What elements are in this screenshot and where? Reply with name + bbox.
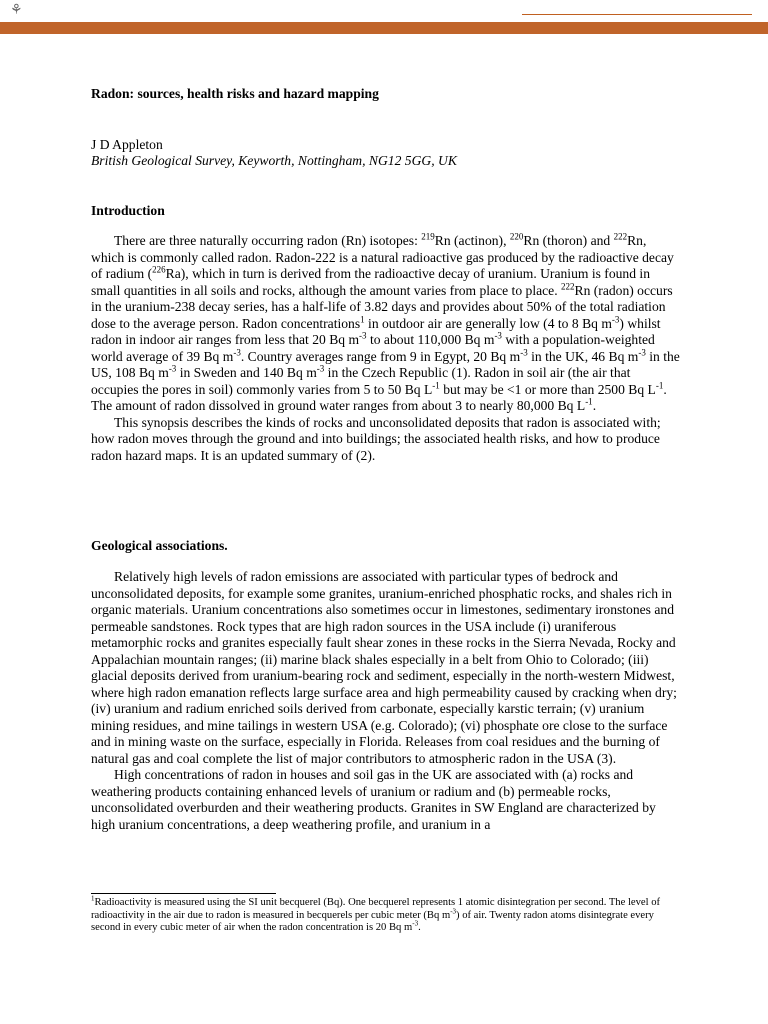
introduction-section (91, 233, 681, 464)
document-logo-icon: ⚘ (10, 3, 23, 18)
footnote-reference: 1 (360, 313, 365, 324)
footnote: $^1$Radioactivity is measured using the SI unit becquerel (Bq). One becquerel represents 1 atomic disintegration per second. The level of radioactivity in the air due to radon is measured in becquerels per cubic meter (Bq $m^{-3}$) of air. Twenty radon atoms disintegrate every second in every cubic meter of air when the radon concentration is 20 Bq $m^{-3}$. (91, 894, 661, 933)
footnote-rule (91, 893, 276, 894)
header-rule (522, 14, 752, 15)
introduction-paragraph-1: There are three naturally occurring radon (Rn) isotopes: $^{219}$Rn (actinon), $^{220}$Rn (thoron) and $^{222}$Rn, which is commonly called radon. Radon-222 is a natural radioactive gas produced by the radioactive decay of radium ($^{226}$Ra), which in turn is derived from the radioactive decay of uranium. Uranium is found in small quantities in all soils and rocks, although the amount varies from place to place. $^{222}$Rn (radon) occurs in the uranium-238 decay series, has a half-life of 3.82 days and provides about 50% of the total radiation dose to the average person. Radon concentrations$^1$ in outdoor air are generally low (4 to 8 Bq $m^{-3}$) whilst radon in indoor air ranges from less that 20 Bq $m^{-3}$ to about 110,000 Bq $m^{-3}$ with a population-weighted world average of 39 Bq $m^{-3}$. Country averages range from 9 in Egypt, 20 Bq $m^{-3}$ in the UK, 46 Bq $m^{-3}$ in the US, 108 Bq $m^{-3}$ in Sweden and 140 Bq $m^{-3}$ in the Czech Republic (1). Radon in soil air (the air that occupies the pores in soil) commonly varies from 5 to 50 Bq $L^{-1}$ but may be <1 or more than 2500 Bq $L^{-1}$. The amount of radon dissolved in ground water ranges from about 3 to nearly 80,000 Bq $L^{-1}$. (91, 231, 680, 413)
geological-paragraph-1: Relatively high levels of radon emissions are associated with particular types of bedrock and unconsolidated deposits, for example some granites, uranium-enriched phosphatic rocks, and shales rich in organic materials. Uranium concentrations also sometimes occur in limestones, sedimentary ironstones and permeable sandstones. Rock types that are high radon sources in the USA include (i) uraniferous metamorphic rocks and granites especially fault shear zones in these rocks in the Sierra Nevada, Rocky and Appalachian mountain ranges; (ii) marine black shales especially in a belt from Ohio to Colorado; (iii) glacial deposits derived from uranium-bearing rock and sediment, especially in the north-western Midwest, where high radon emanation reflects large surface area and high permeability caused by cracking when dry; (iv) uranium and radium enriched soils derived from carbonate, especially karstic terrain; (v) uranium mining residues, and mine tailings in western USA (e.g. Colorado); (vi) phosphate ore close to the surface and in mining waste on the surface, especially in Florida. Releases from coal residues and the burning of natural gas and coal complete the list of major contributors to atmospheric radon in the USA (3). (91, 569, 677, 766)
header-band (0, 22, 768, 34)
geological-section (91, 569, 681, 833)
introduction-paragraph-2: This synopsis describes the kinds of rocks and unconsolidated deposits that radon is associated with; how radon moves through the ground and into buildings; the associated health risks, and how to produce radon hazard maps. It is an updated summary of (2). (91, 414, 661, 463)
paper-affiliation: British Geological Survey, Keyworth, Nottingham, NG12 5GG, UK (91, 153, 457, 168)
section-heading-introduction: Introduction (91, 203, 165, 218)
viewer-top-bar (0, 0, 768, 23)
geological-paragraph-2: High concentrations of radon in houses and soil gas in the UK are associated with (a) rocks and weathering products containing enhanced levels of uranium or radium and (b) permeable rocks, unconsolidated overburden and their weathering products. Granites in SW England are characterized by high uranium concentrations, a deep weathering profile, and uranium in a (91, 767, 656, 832)
paper-title: Radon: sources, health risks and hazard mapping (91, 86, 379, 101)
footnote-marker: 1 (91, 894, 95, 903)
paper-author: J D Appleton (91, 137, 163, 152)
section-heading-geological: Geological associations. (91, 538, 228, 553)
